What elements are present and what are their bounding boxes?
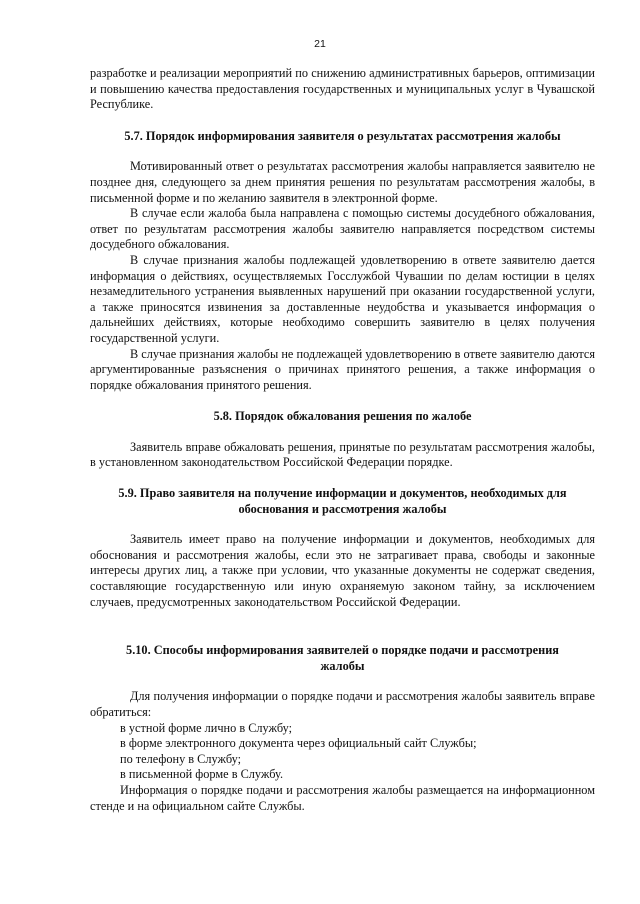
section-5-7-paragraph-4: В случае признания жалобы не подлежащей удовлетворению в ответе заявителю даются аргументированные разъяснения о причинах принятого решения, а также информация о порядке обжалования принятого решения. — [90, 346, 595, 392]
section-5-7-heading: 5.7. Порядок информирования заявителя о результатах рассмотрения жалобы — [124, 128, 561, 143]
section-5-10-heading — [90, 643, 595, 674]
paragraph-continued: разработке и реализации мероприятий по снижению административных барьеров, оптимизации и повышению качества предоставления государственных и муниципальных услуг в Чувашской Республике. — [90, 66, 595, 112]
section-5-9-heading — [90, 486, 595, 517]
list-item: в устной форме лично в Службу; — [120, 720, 293, 735]
section-5-10-closing: Информация о порядке подачи и рассмотрения жалобы размещается на информационном стенде и на официальном сайте Службы. — [90, 782, 595, 813]
section-5-8-paragraph: Заявитель вправе обжаловать решения, принятые по результатам рассмотрения жалобы, в установленном законодательством Российской Федерации порядке. — [90, 439, 595, 470]
section-5-10-heading-line-2: жалобы — [320, 658, 365, 673]
section-5-7-paragraph-3: В случае признания жалобы подлежащей удовлетворению в ответе заявителю дается информация о действиях, осуществляемых Госслужбой Чувашии по делам юстиции в целях незамедлительного устранения выявленных нарушений при оказании государственной услуги, а также приносятся извинения за доставленные неудобства и указывается информация о дальнейших действиях, которые необходимо совершить заявителю в целях получения государственной услуги. — [90, 252, 595, 345]
section-5-9-heading-line-1: 5.9. Право заявителя на получение информации и документов, необходимых для — [118, 486, 567, 501]
page-number: 21 — [314, 38, 326, 50]
section-5-9-paragraph: Заявитель имеет право на получение информации и документов, необходимых для обоснования и рассмотрения жалобы, если это не затрагивает права, свободы и законные интересы других лиц, а также при условии, что указанные документы не содержат сведения, составляющие государственную или иную охраняемую законом тайну, за исключением случаев, предусмотренных законодательством Российской Федерации. — [90, 532, 595, 609]
section-5-7-paragraph-2: В случае если жалоба была направлена с помощью системы досудебного обжалования, ответ по результатам рассмотрения жалобы заявителю направляется посредством системы досудебного обжалования. — [90, 206, 595, 252]
list-item: по телефону в Службу; — [120, 751, 242, 766]
list-item: в форме электронного документа через официальный сайт Службы; — [120, 736, 477, 751]
section-5-9-heading-line-2: обоснования и рассмотрения жалобы — [238, 501, 447, 516]
section-5-10-intro: Для получения информации о порядке подачи и рассмотрения жалобы заявитель вправе обратиться: — [90, 689, 595, 719]
list-item: в письменной форме в Службу. — [120, 767, 284, 782]
section-5-10-heading-line-1: 5.10. Способы информирования заявителей о порядке подачи и рассмотрения — [126, 643, 559, 658]
section-5-7-paragraph-1: Мотивированный ответ о результатах рассмотрения жалобы направляется заявителю не позднее дня, следующего за днем принятия решения по результатам рассмотрения жалобы, в письменной форме и по желанию заявителя в электронной форме. — [90, 159, 595, 205]
section-5-8-heading: 5.8. Порядок обжалования решения по жалобе — [213, 409, 472, 424]
document-body — [90, 66, 595, 814]
